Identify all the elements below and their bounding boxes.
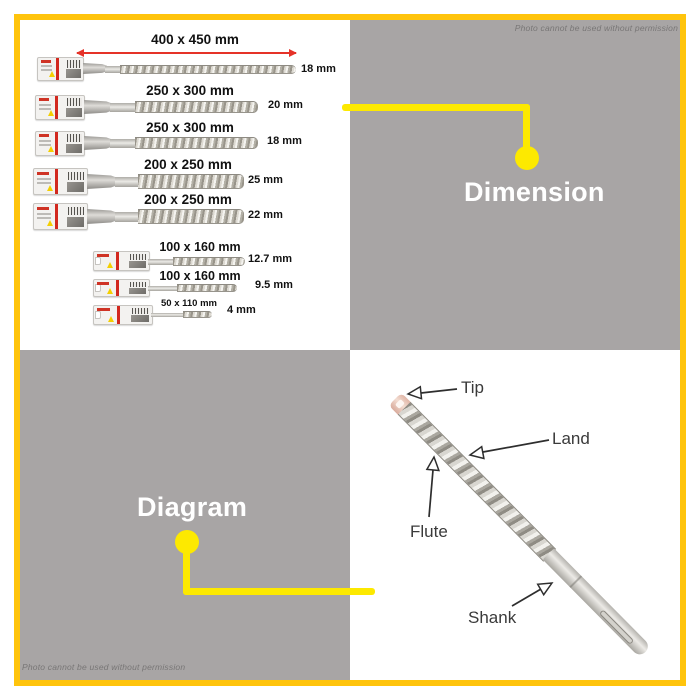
diagram-section-label: Diagram [137, 492, 248, 522]
bit-holder [84, 100, 112, 114]
card-yellow-mark [107, 288, 113, 294]
product-hangtag-card [35, 131, 85, 156]
card-barcode [67, 98, 81, 106]
diagram-callout-line-horizontal [183, 588, 375, 595]
drill-bit [135, 137, 258, 149]
dimension-callout-line-vertical [523, 104, 530, 152]
card-brand-mark [97, 308, 110, 311]
diameter-label: 18 mm [301, 63, 336, 75]
diameter-label: 25 mm [248, 174, 283, 186]
card-yellow-mark [49, 71, 55, 77]
size-label: 200 x 250 mm [144, 157, 232, 172]
bit-shank [115, 177, 140, 187]
card-barcode [68, 172, 84, 181]
drill-bit [173, 257, 245, 266]
bit-shank [151, 313, 185, 317]
card-red-stripe [55, 96, 58, 119]
card-barcode [130, 254, 147, 260]
card-red-stripe [55, 204, 58, 229]
card-text-lines [41, 65, 53, 67]
card-red-stripe [56, 58, 59, 80]
watermark-bottom: Photo cannot be used without permission [22, 662, 186, 672]
card-thumbnail [67, 217, 84, 227]
card-red-stripe [116, 252, 119, 270]
diameter-label: 20 mm [268, 99, 303, 111]
size-label: 100 x 160 mm [159, 240, 241, 254]
card-thumbnail [66, 144, 81, 153]
card-yellow-mark [48, 110, 54, 116]
product-hangtag-card [33, 203, 88, 230]
card-red-stripe [116, 280, 119, 296]
bit-shank [115, 212, 140, 222]
card-yellow-mark [47, 220, 53, 226]
drill-bit [120, 65, 296, 74]
diameter-label: 22 mm [248, 209, 283, 221]
product-hangtag-card [93, 279, 150, 297]
size-label: 100 x 160 mm [159, 269, 241, 283]
bit-holder [84, 136, 112, 150]
shank-seam [569, 575, 582, 588]
diameter-label: 4 mm [227, 304, 256, 316]
size-label: 50 x 110 mm [161, 298, 217, 309]
product-hangtag-card [33, 168, 88, 195]
bit-shank [148, 259, 175, 265]
card-hook-notch [95, 257, 101, 265]
size-label: 400 x 450 mm [151, 32, 239, 47]
card-brand-mark [37, 207, 49, 210]
tip-label: Tip [461, 378, 484, 397]
card-brand-mark [39, 98, 50, 101]
card-thumbnail [66, 108, 81, 117]
bit-shank [110, 103, 138, 112]
card-text-lines [39, 104, 51, 106]
card-red-stripe [55, 169, 58, 194]
card-red-stripe [117, 306, 120, 324]
dimension-section-label: Dimension [464, 177, 605, 207]
drill-bit [135, 101, 258, 113]
card-hook-notch [95, 284, 101, 291]
card-text-lines [39, 140, 51, 142]
card-barcode [68, 207, 84, 216]
size-label: 200 x 250 mm [144, 192, 232, 207]
card-brand-mark [97, 282, 109, 285]
card-thumbnail [129, 261, 147, 268]
dimension-span-arrow [77, 52, 296, 54]
card-red-stripe [55, 132, 58, 155]
card-thumbnail [66, 69, 80, 77]
card-brand-mark [37, 172, 49, 175]
card-yellow-mark [47, 185, 53, 191]
card-brand-mark [41, 60, 51, 63]
size-label: 250 x 300 mm [146, 120, 234, 135]
card-yellow-mark [108, 316, 114, 322]
bit-shank [110, 139, 138, 148]
product-hangtag-card [93, 251, 150, 271]
card-thumbnail [67, 182, 84, 192]
diameter-label: 9.5 mm [255, 279, 293, 291]
card-brand-mark [97, 254, 109, 257]
bit-holder [87, 209, 117, 224]
product-hangtag-card [93, 305, 153, 325]
drill-bit [177, 284, 237, 292]
watermark-top: Photo cannot be used without permission [514, 23, 678, 33]
dimension-callout-line-horizontal [342, 104, 530, 111]
bit-shank [148, 286, 179, 291]
product-hangtag-card [35, 95, 85, 120]
diagram-callout-dot [175, 530, 199, 554]
drill-bit [183, 311, 212, 318]
card-text-lines [37, 178, 51, 180]
product-hangtag-card [37, 57, 84, 81]
card-barcode [132, 308, 149, 314]
flute-label: Flute [410, 522, 448, 541]
dimension-callout-dot [515, 146, 539, 170]
card-barcode [67, 60, 81, 67]
diameter-label: 18 mm [267, 135, 302, 147]
card-yellow-mark [48, 146, 54, 152]
card-hook-notch [95, 311, 101, 319]
drill-bit [138, 209, 244, 224]
drill-bit [138, 174, 244, 189]
card-thumbnail [129, 288, 147, 294]
shank-label: Shank [468, 608, 517, 627]
size-label: 250 x 300 mm [146, 83, 234, 98]
card-brand-mark [39, 134, 50, 137]
bit-holder [87, 174, 117, 189]
card-yellow-mark [107, 262, 113, 268]
card-barcode [67, 134, 81, 142]
card-thumbnail [131, 315, 150, 322]
diameter-label: 12.7 mm [248, 253, 293, 265]
land-label: Land [552, 429, 590, 448]
card-barcode [130, 282, 147, 287]
bit-holder [83, 63, 107, 74]
card-text-lines [37, 213, 51, 215]
